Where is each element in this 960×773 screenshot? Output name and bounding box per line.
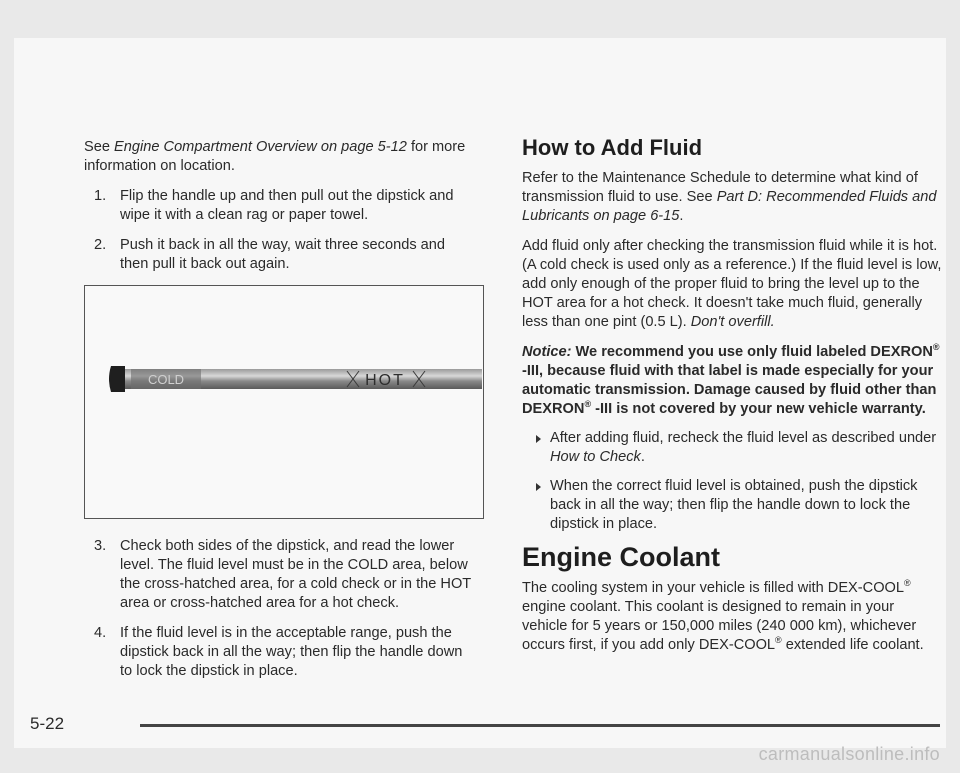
step-4 (94, 624, 474, 681)
bullet-arrow-icon (536, 435, 541, 443)
notice-label: Notice: (522, 344, 572, 360)
step-number: 4. (94, 625, 107, 641)
step-number: 1. (94, 188, 107, 204)
hot-label: HOT (365, 372, 405, 389)
paragraph-reference: Part D: Recommended Fluids and Lubricants on page 6-15 (522, 189, 937, 224)
step-1 (94, 187, 474, 225)
page-number: 5-22 (30, 714, 65, 733)
step-2 (94, 236, 474, 274)
intro-text: See (84, 139, 115, 155)
step-text: Push it back in all the way, wait three seconds and then pull it back out again. (120, 237, 446, 272)
notice-paragraph (522, 343, 942, 419)
bullet-reference: How to Check (550, 449, 641, 465)
step-text: Flip the handle up and then pull out the dipstick and wipe it with a clean rag or paper towel. (120, 188, 454, 223)
paragraph-text: The cooling system in your vehicle is filled with DEX-COOL (522, 580, 905, 596)
bullet-item (522, 429, 942, 467)
cold-label: COLD (147, 372, 185, 387)
watermark: carmanualsonline.info (758, 744, 940, 764)
paragraph-text: . (679, 208, 684, 224)
intro-text-rest: for more information on location. (84, 139, 466, 174)
step-3 (94, 537, 474, 613)
right-column (522, 135, 942, 666)
paragraph-text: Refer to the Maintenance Schedule to determine what kind of transmission fluid to use. See (522, 170, 918, 205)
registered-mark: ® (932, 342, 940, 353)
bullet-text: After adding fluid, recheck the fluid level as described under (550, 430, 937, 446)
intro-paragraph (84, 138, 474, 176)
paragraph-add-fluid (522, 237, 942, 332)
bullet-text: . (640, 449, 645, 465)
section-heading-add-fluid: How to Add Fluid (522, 135, 703, 160)
dipstick-illustration (107, 360, 482, 398)
paragraph-text: engine coolant. This coolant is designed to remain in your vehicle for 5 years or 150,000 miles (240 000 km), whichever occurs first, if you add only DEX-COOL (522, 599, 917, 653)
left-column (84, 138, 474, 692)
manual-page (14, 38, 946, 748)
notice-text: -III is not covered by your new vehicle warranty. (591, 401, 926, 417)
notice-text: We recommend you use only fluid labeled DEXRON (571, 344, 933, 360)
paragraph-text: extended life coolant. (781, 637, 924, 653)
paragraph-refer (522, 169, 942, 226)
section-heading-engine-coolant: Engine Coolant (522, 542, 720, 572)
step-text: If the fluid level is in the acceptable range, push the dipstick back in all the way; then flip the handle down to lock the dipstick in place. (120, 625, 463, 679)
registered-mark: ® (904, 578, 911, 589)
overfill-warning: Don't overfill. (690, 314, 775, 330)
bullet-arrow-icon (536, 483, 541, 491)
bullet-text: When the correct fluid level is obtained, push the dipstick back in all the way; then flip the handle down to lock the dipstick in place. (550, 478, 918, 532)
bullet-item (522, 477, 942, 534)
step-text: Check both sides of the dipstick, and read the lower level. The fluid level must be in the COLD area, below the cross-hatched area, for a cold check or in the HOT area or cross-hatched area for a hot check. (120, 538, 471, 611)
registered-mark: ® (584, 399, 592, 410)
intro-reference: Engine Compartment Overview on page 5-12 (114, 139, 407, 155)
paragraph-text: Add fluid only after checking the transmission fluid while it is hot. (A cold check is used only as a reference.) If the fluid level is low, add only enough of the proper fluid to bring the level up to the HOT area for a hot check. It doesn't take much fluid, generally less than one pint (0.5 L). (522, 238, 942, 330)
paragraph-coolant (522, 579, 942, 655)
dipstick-handle (109, 366, 125, 392)
registered-mark: ® (775, 635, 782, 646)
notice-text: -III, because fluid with that label is made especially for your automatic transmission. Damage caused by fluid other than DEXRON (522, 363, 937, 417)
step-number: 3. (94, 538, 107, 554)
footer-divider (140, 724, 940, 727)
step-number: 2. (94, 237, 107, 253)
dipstick-figure (84, 285, 484, 519)
